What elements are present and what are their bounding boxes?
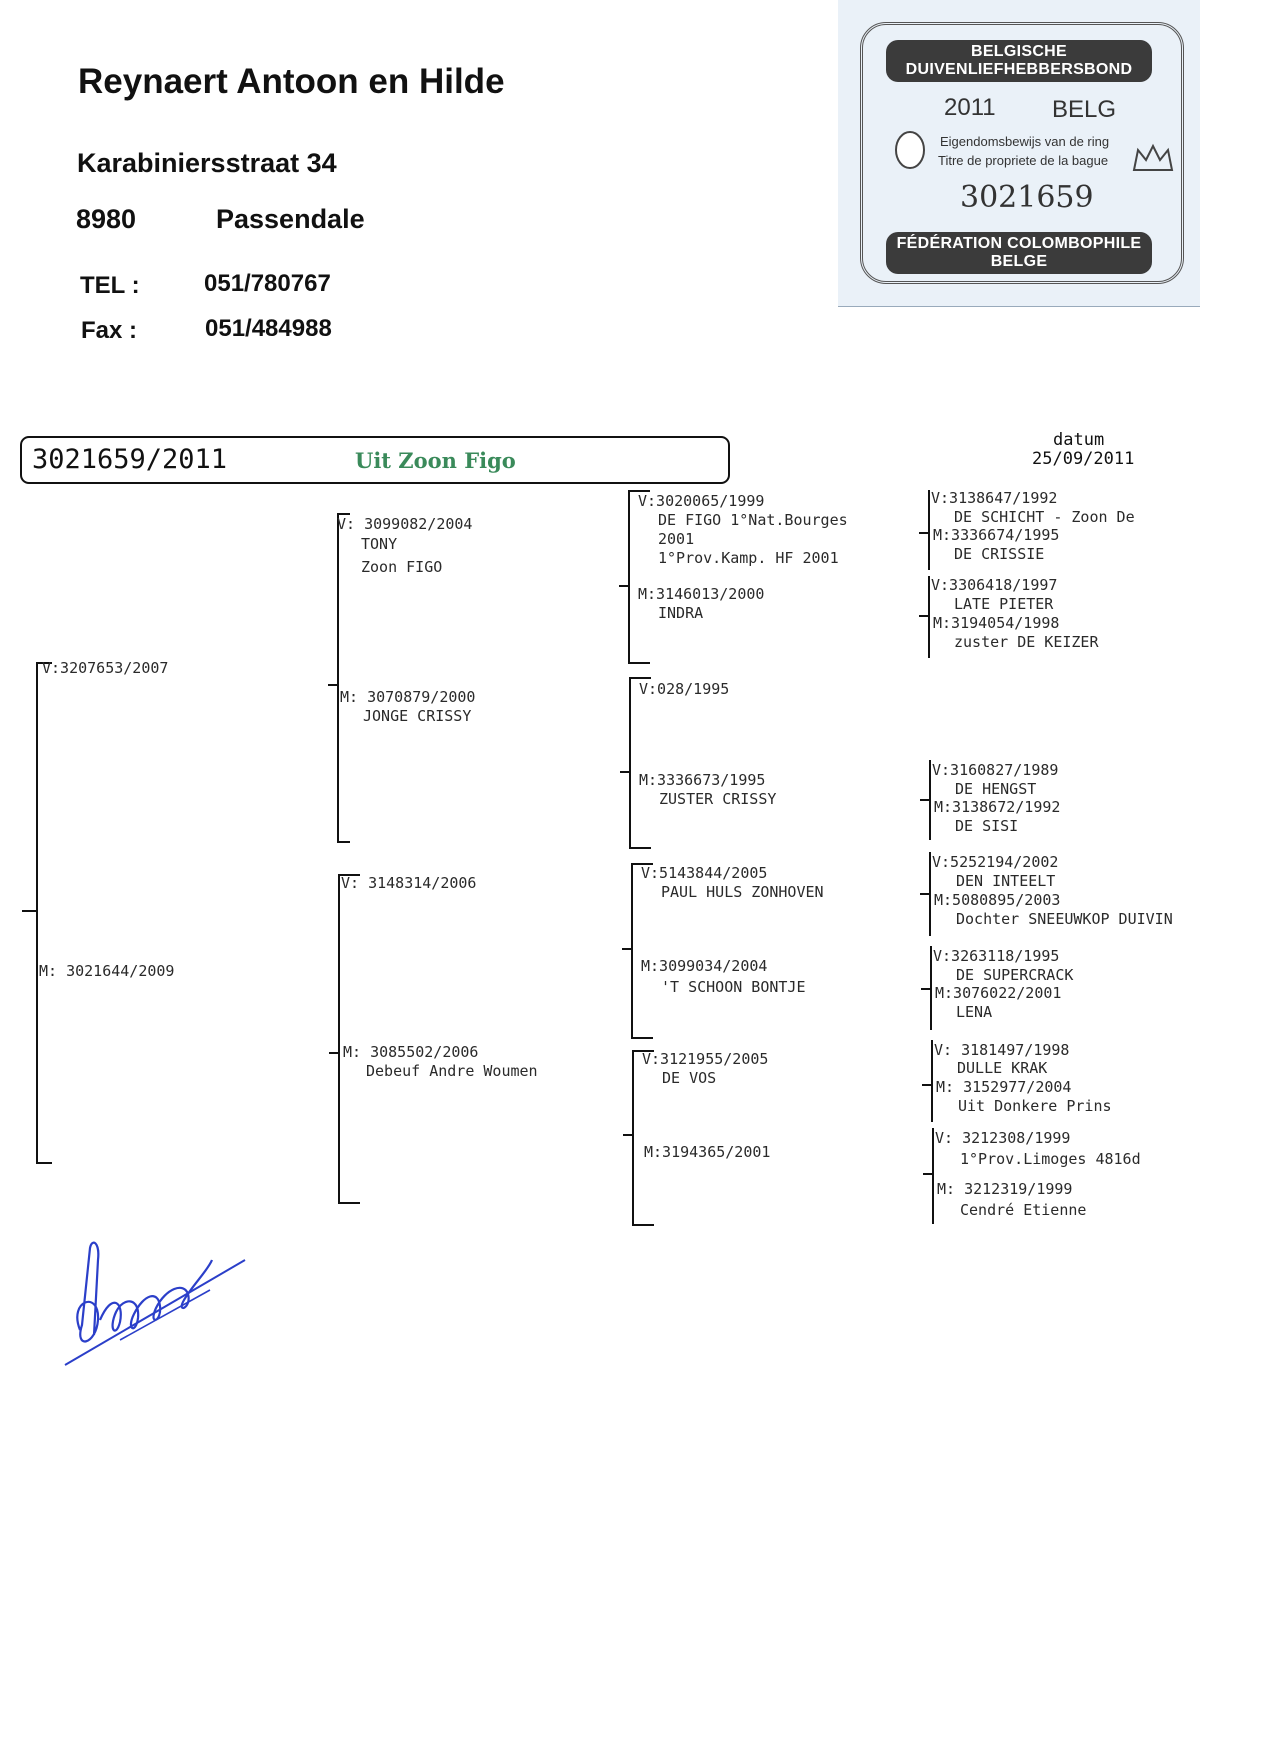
gen2-vv-note: Zoon FIGO <box>361 558 443 576</box>
gen4-h-dam-name: Cendré Etienne <box>960 1201 1087 1219</box>
gen4-f-sire-ring: V:3263118/1995 <box>933 947 1060 965</box>
owner-name: Reynaert Antoon en Hilde <box>78 62 505 101</box>
gen4-f-sire-name: DE SUPERCRACK <box>956 966 1074 984</box>
handwritten-signature <box>60 1230 250 1370</box>
gen4-tick-f <box>921 988 930 990</box>
gen1-dam-ring: M: 3021644/2009 <box>39 962 175 980</box>
hole-icon <box>888 120 932 180</box>
gen3-g-name: DE VOS <box>662 1069 717 1087</box>
gen4-d-sire-ring: V:3160827/1989 <box>932 761 1059 779</box>
gen4-a-dam-ring: M:3336674/1995 <box>933 526 1060 544</box>
gen2-vv-ring: V: 3099082/2004 <box>337 515 473 533</box>
tel-number: 051/780767 <box>204 270 331 297</box>
gen3-tick-a <box>619 585 628 587</box>
gen1-tick <box>22 910 36 912</box>
gen3-b-name: INDRA <box>658 604 704 622</box>
gen4-d-dam-name: DE SISI <box>955 817 1019 835</box>
certificate-year: 2011 <box>944 94 996 121</box>
gen2-mm-name: Debeuf Andre Woumen <box>366 1062 538 1080</box>
certificate-top-banner: BELGISCHE DUIVENLIEFHEBBERSBOND <box>886 40 1152 82</box>
gen4-b-dam-ring: M:3194054/1998 <box>933 614 1060 632</box>
gen2-vm-name: JONGE CRISSY <box>363 707 472 725</box>
gen2-bracket-sire <box>337 513 350 843</box>
gen2-vv-name: TONY <box>361 535 398 553</box>
gen4-tick-g <box>922 1084 931 1086</box>
gen2-vm-ring: M: 3070879/2000 <box>340 688 476 706</box>
gen3-a-note2: 1°Prov.Kamp. HF 2001 <box>658 549 839 567</box>
crown-icon <box>1130 140 1176 176</box>
gen4-h-dam-ring: M: 3212319/1999 <box>937 1180 1073 1198</box>
gen3-e-name: PAUL HULS ZONHOVEN <box>661 883 824 901</box>
gen1-sire-ring: V:3207653/2007 <box>42 659 169 677</box>
street-address: Karabiniersstraat 34 <box>77 148 337 178</box>
gen3-a-name: DE FIGO 1°Nat.Bourges <box>658 511 848 529</box>
gen4-a-dam-name: DE CRISSIE <box>954 545 1045 563</box>
gen4-g-sire-name: DULLE KRAK <box>957 1059 1048 1077</box>
gen4-b-sire-name: LATE PIETER <box>954 595 1054 613</box>
datum-value: 25/09/2011 <box>1032 449 1135 469</box>
gen4-h-sire-ring: V: 3212308/1999 <box>935 1129 1071 1147</box>
gen4-h-sire-name: 1°Prov.Limoges 4816d <box>960 1150 1141 1168</box>
tel-label: TEL : <box>80 272 140 299</box>
gen4-b-dam-name: zuster DE KEIZER <box>954 633 1099 651</box>
gen4-a-sire-ring: V:3138647/1992 <box>931 489 1058 507</box>
gen4-d-sire-name: DE HENGST <box>955 780 1037 798</box>
gen4-e-dam-name: Dochter SNEEUWKOP DUIVIN <box>956 910 1173 928</box>
certificate-bottom-banner: FÉDÉRATION COLOMBOPHILE BELGE <box>886 232 1152 274</box>
pedigree-title-box <box>20 436 730 484</box>
gen1-bracket <box>36 662 52 1164</box>
gen3-h-ring: M:3194365/2001 <box>644 1143 771 1161</box>
gen3-tick-c <box>622 948 631 950</box>
gen4-e-sire-name: DEN INTEELT <box>956 872 1056 890</box>
gen4-e-sire-ring: V:5252194/2002 <box>932 853 1059 871</box>
pigeon-ring-number: 3021659/2011 <box>32 444 228 475</box>
ring-ownership-certificate <box>838 0 1200 307</box>
gen4-tick-a <box>919 532 928 534</box>
gen4-bracket-f <box>930 946 932 1030</box>
fax-label: Fax : <box>81 317 138 344</box>
gen3-tick-b <box>620 771 629 773</box>
certificate-ring-number: 3021659 <box>960 180 1094 215</box>
gen2-mm-ring: M: 3085502/2006 <box>343 1043 479 1061</box>
gen3-a-ring: V:3020065/1999 <box>638 492 765 510</box>
gen2-mv-ring: V: 3148314/2006 <box>341 874 477 892</box>
postcode: 8980 <box>76 204 137 234</box>
gen3-e-ring: V:5143844/2005 <box>641 864 768 882</box>
gen3-bracket-c <box>631 863 653 1039</box>
city: Passendale <box>216 204 365 234</box>
gen4-tick-d <box>920 799 929 801</box>
gen3-bracket-d <box>632 1050 654 1226</box>
gen3-c-ring: V:028/1995 <box>639 680 730 698</box>
gen4-bracket-g <box>931 1040 933 1122</box>
gen3-bracket-b <box>629 677 651 849</box>
gen4-bracket-d <box>929 760 931 840</box>
gen3-d-ring: M:3336673/1995 <box>639 771 766 789</box>
gen4-tick-b <box>919 615 928 617</box>
gen4-tick-h <box>923 1173 932 1175</box>
certificate-line-nl: Eigendomsbewijs van de ring <box>940 134 1110 149</box>
gen4-bracket-h <box>932 1128 934 1224</box>
gen3-bracket-a <box>628 490 650 664</box>
gen4-tick-e <box>920 893 929 895</box>
gen4-g-sire-ring: V: 3181497/1998 <box>934 1041 1070 1059</box>
certificate-line-fr: Titre de propriete de la bague <box>938 153 1109 168</box>
gen4-e-dam-ring: M:5080895/2003 <box>934 891 1061 909</box>
gen3-g-ring: V:3121955/2005 <box>642 1050 769 1068</box>
gen4-bracket-b <box>928 576 930 658</box>
gen4-g-dam-name: Uit Donkere Prins <box>958 1097 1112 1115</box>
gen3-tick-d <box>623 1134 632 1136</box>
gen4-d-dam-ring: M:3138672/1992 <box>934 798 1061 816</box>
gen4-bracket-a <box>928 490 930 570</box>
gen3-a-note: 2001 <box>658 530 695 548</box>
gen3-d-name: ZUSTER CRISSY <box>659 790 777 808</box>
certificate-country: BELG <box>1052 96 1117 123</box>
gen4-f-dam-ring: M:3076022/2001 <box>935 984 1062 1002</box>
gen4-g-dam-ring: M: 3152977/2004 <box>936 1078 1072 1096</box>
gen3-f-name: 'T SCHOON BONTJE <box>661 978 806 996</box>
gen4-a-sire-name: DE SCHICHT - Zoon De <box>954 508 1135 526</box>
datum-label: datum <box>1053 430 1105 450</box>
gen3-b-ring: M:3146013/2000 <box>638 585 765 603</box>
gen2-tick-dam <box>329 1052 338 1054</box>
pigeon-title: Uit Zoon Figo <box>355 448 516 473</box>
fax-number: 051/484988 <box>205 315 332 342</box>
gen2-tick-sire <box>328 684 337 686</box>
gen4-f-dam-name: LENA <box>956 1003 993 1021</box>
gen4-b-sire-ring: V:3306418/1997 <box>931 576 1058 594</box>
gen2-bracket-dam <box>338 874 360 1204</box>
gen4-bracket-e <box>929 852 931 936</box>
gen3-f-ring: M:3099034/2004 <box>641 957 768 975</box>
